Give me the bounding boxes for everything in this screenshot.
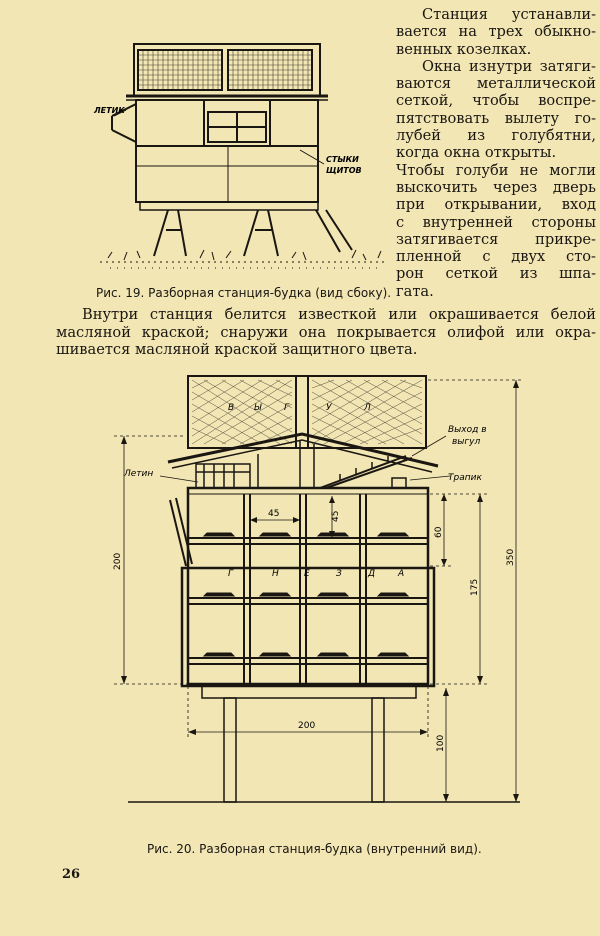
body-line: масляной краской; снаружи она покрывается олифой или окра- bbox=[56, 323, 596, 341]
side-line: венных козелках. bbox=[396, 40, 532, 58]
side-line: рон сеткой из шпа- bbox=[396, 265, 596, 283]
window-letter-1: В bbox=[228, 403, 235, 413]
figure-19-caption: Рис. 19. Разборная станция-будка (вид сбоку). bbox=[96, 286, 392, 300]
side-line: лубей из голубятни, bbox=[396, 127, 596, 145]
side-line: вается на трех обыкно- bbox=[396, 23, 596, 41]
side-line: при открывании, вход bbox=[396, 196, 596, 214]
dim-tier-60: 60 bbox=[434, 526, 444, 538]
side-line: с внутренней стороны bbox=[396, 213, 596, 231]
nest-letter-1: Г bbox=[228, 569, 234, 579]
body-line: шивается масляной краской защитного цвета. bbox=[56, 341, 418, 358]
dim-height-175: 175 bbox=[470, 578, 480, 596]
side-line: затягивается прикре- bbox=[396, 230, 596, 248]
dim-cell-width: 45 bbox=[268, 509, 280, 519]
side-line: когда окна открыты. bbox=[396, 144, 557, 162]
side-line: Чтобы голуби не могли bbox=[396, 161, 596, 179]
side-line: гата. bbox=[396, 282, 434, 300]
side-line: пятствовать вылету го- bbox=[396, 109, 596, 127]
side-line: ваются металлической bbox=[396, 75, 596, 93]
side-line: выскочить через дверь bbox=[396, 178, 596, 196]
dim-width-200: 200 bbox=[298, 721, 316, 731]
nest-letter-3: Е bbox=[304, 569, 310, 579]
nest-letter-2: Н bbox=[272, 569, 279, 579]
fig19-letin-label: ЛЕТИК bbox=[94, 106, 125, 115]
body-line: Внутри станция белится известкой или окрашивается белой bbox=[82, 306, 596, 323]
side-paragraph bbox=[396, 6, 596, 300]
fig20-exit-label-1: Выход в bbox=[448, 425, 487, 435]
nest-letter-5: Д bbox=[368, 569, 376, 579]
dim-height-200: 200 bbox=[113, 552, 123, 570]
dim-cell-height: 45 bbox=[331, 510, 341, 522]
fig20-exit-label-2: выгул bbox=[452, 437, 481, 447]
page-number: 26 bbox=[62, 867, 81, 882]
fig19-joints-label-1: СТЫКИ bbox=[326, 155, 359, 164]
window-letter-4: У bbox=[326, 403, 332, 413]
dim-leg-100: 100 bbox=[436, 734, 446, 752]
side-line: Станция устанавли- bbox=[422, 6, 596, 23]
window-letter-3: Г bbox=[284, 403, 290, 413]
window-letter-2: Ы bbox=[254, 403, 262, 413]
figure-20-caption: Рис. 20. Разборная станция-будка (внутренний вид). bbox=[147, 842, 482, 856]
window-letter-5: Л bbox=[364, 403, 371, 413]
side-line: сеткой, чтобы воспре- bbox=[396, 92, 596, 110]
fig19-joints-label-2: ЩИТОВ bbox=[326, 166, 362, 175]
dim-height-350: 350 bbox=[506, 548, 516, 566]
side-line: Окна изнутри затяги- bbox=[422, 57, 596, 75]
fig20-letin-label: Летин bbox=[124, 469, 154, 479]
body-paragraph bbox=[56, 306, 596, 359]
side-line: пленной с двух сто- bbox=[396, 248, 596, 266]
fig20-ramp-label: Трапик bbox=[448, 473, 482, 483]
nest-letter-4: З bbox=[336, 569, 342, 579]
nest-letter-6: А bbox=[398, 569, 405, 579]
